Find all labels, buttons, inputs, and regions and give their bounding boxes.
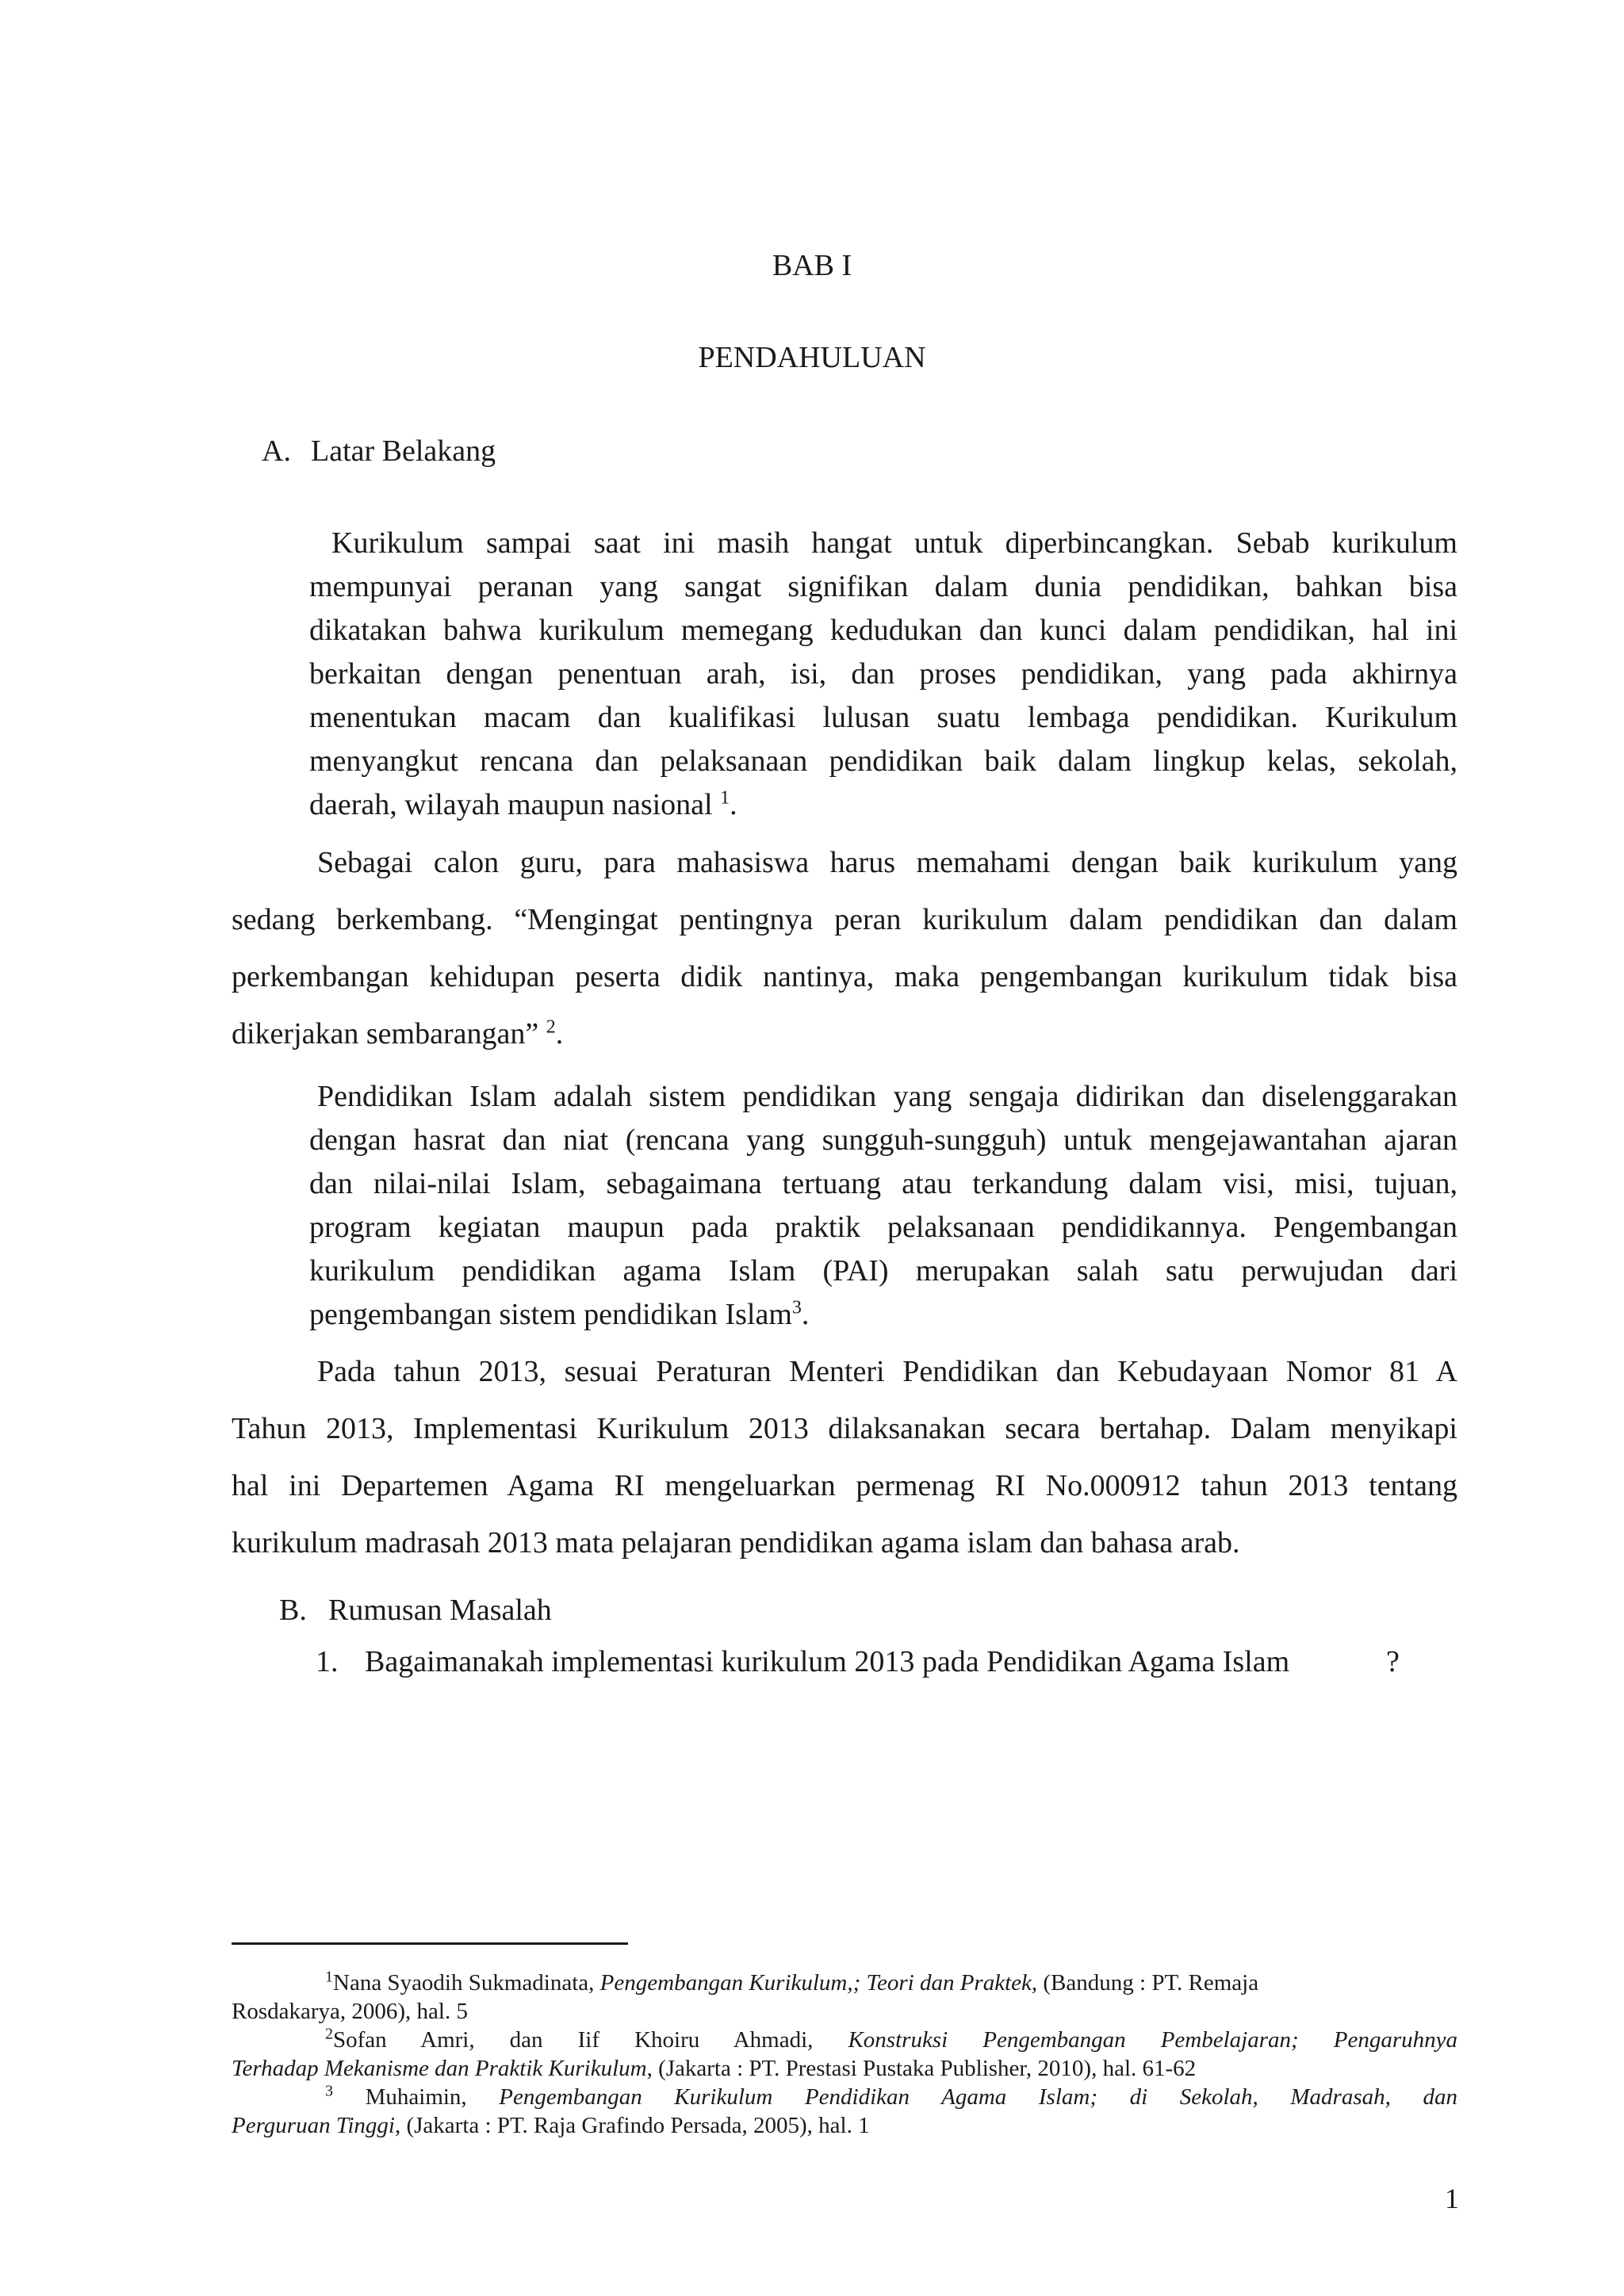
footnote-1-rest: , (Bandung : PT. Remaja xyxy=(1031,1970,1259,1996)
footnote-separator xyxy=(232,1942,628,1945)
quote2-last-text: pengembangan sistem pendidikan Islam xyxy=(309,1298,792,1331)
para2-line-1: Sebagai calon guru, para mahasiswa harus memahami dengan baik kurikulum yang xyxy=(317,846,1457,879)
para2-line-3: perkembangan kehidupan peserta didik nantinya, maka pengembangan kurikulum tidak bisa xyxy=(232,960,1457,993)
footnote-2-rest: , (Jakarta : PT. Prestasi Pustaka Publisher, 2010), hal. 61-62 xyxy=(646,2056,1197,2081)
quote2-line-5: kurikulum pendidikan agama Islam (PAI) merupakan salah satu perwujudan dari xyxy=(309,1254,1457,1288)
chapter-number: BAB I xyxy=(772,249,852,282)
footnote-2-author: Sofan Amri, dan Iif Khoiru Ahmadi, xyxy=(333,2027,848,2053)
footnote-3-number: 3 xyxy=(325,2082,333,2100)
section-b-title: Rumusan Masalah xyxy=(328,1594,552,1627)
quote2-line-3: dan nilai-nilai Islam, sebagaimana tertuang atau terkandung dalam visi, misi, tujuan, xyxy=(309,1167,1457,1200)
footnote-ref-2[interactable]: 2 xyxy=(546,1016,556,1038)
footnote-2-book: Konstruksi Pengembangan Pembelajaran; Pengaruhnya xyxy=(848,2027,1457,2053)
footnote-1-author: Nana Syaodih Sukmadinata, xyxy=(333,1970,600,1996)
quote2-line-6 xyxy=(309,1296,809,1333)
footnote-ref-1[interactable]: 1 xyxy=(720,787,730,809)
footnote-3-author: Muhaimin, xyxy=(333,2084,500,2110)
quote1-line-3: dikatakan bahwa kurikulum memegang kedudukan dan kunci dalam pendidikan, hal ini xyxy=(309,614,1457,647)
quote1-line-6: menyangkut rencana dan pelaksanaan pendidikan baik dalam lingkup kelas, sekolah, xyxy=(309,744,1457,778)
footnote-3-book-cont: Perguruan Tinggi xyxy=(232,2113,395,2138)
para2-line-2: sedang berkembang. “Mengingat pentingnya peran kurikulum dalam pendidikan dan dalam xyxy=(232,903,1457,936)
section-a-label: A. xyxy=(262,434,291,468)
footnote-1-line-2: Rosdakarya, 2006), hal. 5 xyxy=(232,1999,468,2024)
question-mark: ? xyxy=(1386,1645,1400,1678)
question-text: Bagaimanakah implementasi kurikulum 2013 pada Pendidikan Agama Islam xyxy=(365,1645,1290,1678)
para4-line-3: hal ini Departemen Agama RI mengeluarkan permenag RI No.000912 tahun 2013 tentang xyxy=(232,1469,1457,1502)
quote2-line-2: dengan hasrat dan niat (rencana yang sungguh-sungguh) untuk mengejawantahan ajaran xyxy=(309,1123,1457,1157)
footnote-2-line-2 xyxy=(232,2055,1196,2083)
chapter-title: PENDAHULUAN xyxy=(698,341,926,374)
quote2-end: . xyxy=(801,1298,810,1331)
quote1-line-4: berkaitan dengan penentuan arah, isi, dan proses pendidikan, yang pada akhirnya xyxy=(309,657,1457,691)
footnote-2-book-cont: Terhadap Mekanisme dan Praktik Kurikulum xyxy=(232,2056,647,2081)
para4-line-2: Tahun 2013, Implementasi Kurikulum 2013 dilaksanakan secara bertahap. Dalam menyikapi xyxy=(232,1412,1457,1445)
footnote-1-line-1 xyxy=(325,1969,1258,1997)
quote1-last-text: daerah, wilayah maupun nasional xyxy=(309,788,721,821)
quote1-line-1: Kurikulum sampai saat ini masih hangat untuk diperbincangkan. Sebab kurikulum xyxy=(331,526,1457,560)
quote1-line-2: mempunyai peranan yang sangat signifikan dalam dunia pendidikan, bahkan bisa xyxy=(309,570,1457,603)
quote2-line-4: program kegiatan maupun pada praktik pelaksanaan pendidikannya. Pengembangan xyxy=(309,1211,1457,1244)
section-b-label: B. xyxy=(279,1594,307,1627)
question-number: 1. xyxy=(316,1645,339,1678)
page-number: 1 xyxy=(1445,2183,1459,2214)
footnote-ref-3[interactable]: 3 xyxy=(791,1297,802,1318)
footnote-1-number: 1 xyxy=(325,1968,333,1986)
section-a-title: Latar Belakang xyxy=(311,434,496,468)
para2-end: . xyxy=(555,1017,564,1050)
footnote-3-line-1 xyxy=(325,2084,1457,2111)
quote1-line-5: menentukan macam dan kualifikasi lulusan suatu lembaga pendidikan. Kurikulum xyxy=(309,701,1457,734)
para2-last-text: dikerjakan sembarangan” xyxy=(232,1017,546,1050)
footnote-3-rest: , (Jakarta : PT. Raja Grafindo Persada, 2005), hal. 1 xyxy=(394,2113,870,2138)
footnote-3-line-2 xyxy=(232,2112,870,2140)
para2-line-4 xyxy=(232,1016,563,1052)
para4-line-1: Pada tahun 2013, sesuai Peraturan Menteri Pendidikan dan Kebudayaan Nomor 81 A xyxy=(317,1355,1457,1388)
footnote-2-number: 2 xyxy=(325,2025,333,2043)
quote2-line-1: Pendidikan Islam adalah sistem pendidikan yang sengaja didirikan dan diselenggarakan xyxy=(317,1080,1457,1113)
footnote-3-book: Pengembangan Kurikulum Pendidikan Agama Islam; di Sekolah, Madrasah, dan xyxy=(499,2084,1457,2110)
footnote-2-line-1 xyxy=(325,2026,1457,2054)
footnote-1-book: Pengembangan Kurikulum,; Teori dan Praktek xyxy=(599,1970,1032,1996)
para4-line-4: kurikulum madrasah 2013 mata pelajaran pendidikan agama islam dan bahasa arab. xyxy=(232,1526,1240,1559)
quote1-end: . xyxy=(730,788,737,821)
quote1-line-7 xyxy=(309,786,737,823)
